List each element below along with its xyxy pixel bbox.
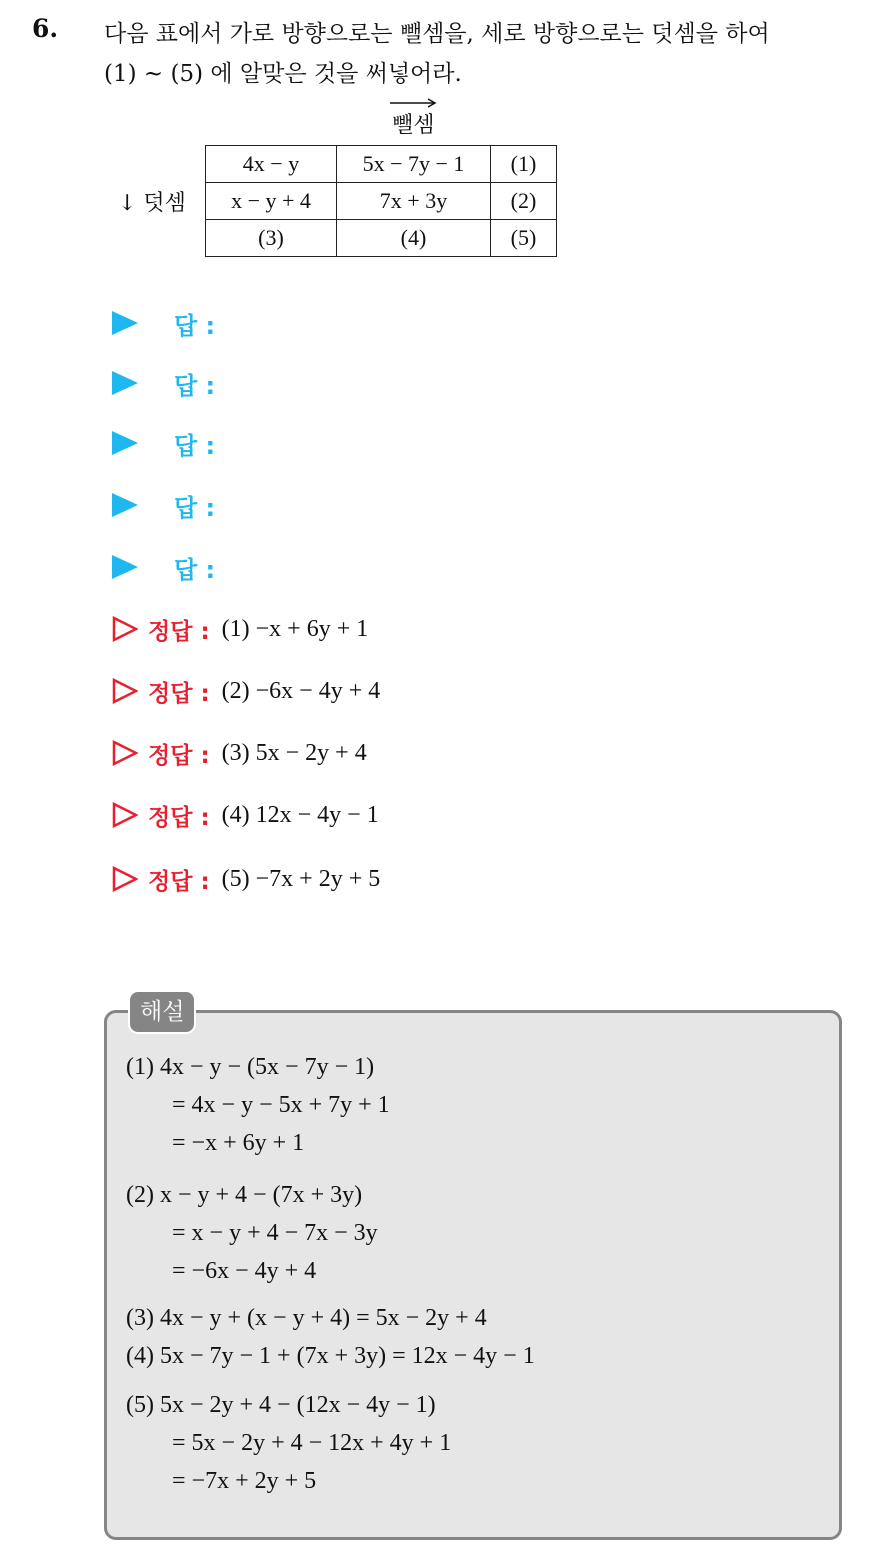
key-value: (2) −6x − 4y + 4 [221,677,381,704]
answer-line[interactable] [112,368,215,398]
table-cell: (2) [491,183,557,220]
key-value: (3) 5x − 2y + 4 [221,739,367,766]
answer-label: 답 : [174,493,216,522]
answer-line[interactable] [112,308,215,338]
solution-line: (5) 5x − 2y + 4 − (12x − 4y − 1) [126,1392,436,1418]
question-text [104,14,874,94]
table-cell: (1) [491,146,557,183]
outline-triangle-icon [112,678,138,704]
key-line [112,862,380,896]
key-label: 정답 : [148,868,210,895]
question-text-line1: 다음 표에서 가로 방향으로는 뺄셈을, 세로 방향으로는 덧셈을 하여 [104,21,770,47]
solution-line: (1) 4x − y − (5x − 7y − 1) [126,1054,375,1080]
key-value: (1) −x + 6y + 1 [221,615,369,642]
answer-line[interactable] [112,428,215,458]
table-cell: (5) [491,220,557,257]
key-value: (4) 12x − 4y − 1 [221,801,379,828]
operation-table [205,145,557,257]
play-triangle-icon [112,311,138,335]
table-cell: (3) [206,220,337,257]
key-line [112,674,380,708]
horizontal-label-text: 뺄셈 [392,113,435,138]
key-line [112,798,379,832]
answer-line[interactable] [112,552,215,582]
key-label: 정답 : [148,618,210,645]
answer-line[interactable] [112,490,215,520]
table-cell: 5x − 7y − 1 [337,146,491,183]
table-cell: (4) [337,220,491,257]
answer-label: 답 : [174,431,216,460]
key-line [112,736,367,770]
solution-line: (2) x − y + 4 − (7x + 3y) [126,1182,363,1208]
solution-line: (4) 5x − 7y − 1 + (7x + 3y) = 12x − 4y − 1 [126,1343,535,1369]
play-triangle-icon [112,555,138,579]
question-text-line2: (1) ~ (5) 에 알맞은 것을 써넣어라. [104,61,462,87]
play-triangle-icon [112,493,138,517]
key-label: 정답 : [148,680,210,707]
table-row [206,183,557,220]
table-cell: x − y + 4 [206,183,337,220]
play-triangle-icon [112,431,138,455]
table-cell: 4x − y [206,146,337,183]
vertical-label: ↓ 덧셈 [118,191,186,216]
answer-label: 답 : [174,311,216,340]
outline-triangle-icon [112,740,138,766]
solution-line: = x − y + 4 − 7x − 3y [172,1220,378,1246]
answer-label: 답 : [174,555,216,584]
table-row [206,146,557,183]
outline-triangle-icon [112,616,138,642]
key-line [112,612,368,646]
outline-triangle-icon [112,866,138,892]
table-row [206,220,557,257]
solution-tag: 해설 [128,990,196,1034]
outline-triangle-icon [112,802,138,828]
play-triangle-icon [112,371,138,395]
key-value: (5) −7x + 2y + 5 [221,865,381,892]
answer-label: 답 : [174,371,216,400]
solution-line: = −x + 6y + 1 [172,1130,305,1156]
key-label: 정답 : [148,742,210,769]
solution-line: = −7x + 2y + 5 [172,1468,317,1494]
horizontal-label [392,108,435,139]
right-arrow-icon [388,98,438,108]
question-number: 6. [32,14,59,43]
solution-line: = 4x − y − 5x + 7y + 1 [172,1092,390,1118]
solution-line: = −6x − 4y + 4 [172,1258,317,1284]
key-label: 정답 : [148,804,210,831]
table-cell: 7x + 3y [337,183,491,220]
solution-line: (3) 4x − y + (x − y + 4) = 5x − 2y + 4 [126,1305,487,1331]
solution-line: = 5x − 2y + 4 − 12x + 4y + 1 [172,1430,452,1456]
